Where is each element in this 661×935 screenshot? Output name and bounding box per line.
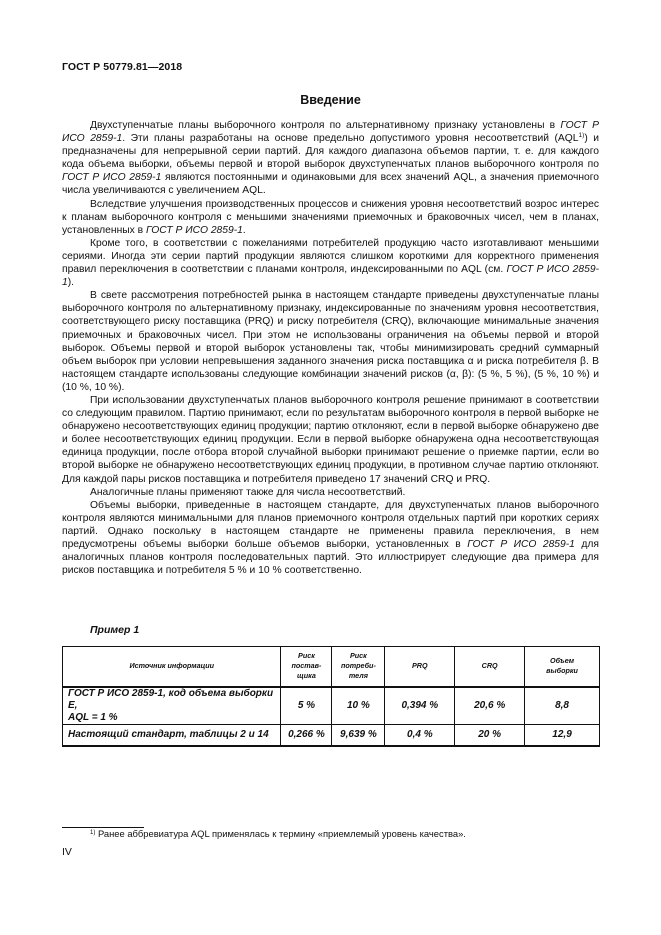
header-text: теля [348,671,368,681]
header-prq: PRQ [385,647,455,687]
header-text: Объем [550,656,575,666]
cell-sample-size: 8,8 [525,687,600,725]
paragraph-text: Вследствие улучшения производственных процессов и снижения уровня несоответствий возрос интерес к планам выборочного контроля с меньшими значениями приемочных и браковочных чисел, чем в планах, установленных в [62,198,599,236]
cell-beta: 10 % [332,687,385,725]
cell-crq: 20 % [455,724,525,746]
paragraph-6: Аналогичные планы применяют также для числа несоответствий. [90,486,406,498]
example-table [62,646,600,747]
footnote-marker: 1) [578,132,585,140]
paragraph-1 [62,119,599,198]
header-consumer-risk [332,647,385,687]
cell-sample-size: 12,9 [525,724,600,746]
footnote-text: Ранее аббревиатура AQL применялась к термину «приемлемый уровень качества». [95,828,466,839]
standard-reference: ГОСТ Р ИСО 2859-1 [62,120,599,145]
table-row [63,724,600,746]
paragraph-text: Объемы выборки, приведенные в настоящем стандарте, для двухступенчатых планов выборочного контроля являются минимальными для планов приемочного контроля отдельных партий при коротких сериях партий. Однако поскольку в настоящем стандарте не применены правила переключения, в нем предусмотрены объемы выборки больше объемов выборки, установленных в [62,499,599,550]
footnote-marker: 1) [90,830,96,836]
cell-source [63,687,281,725]
header-text: потреби- [340,661,376,671]
cell-alpha: 5 % [281,687,332,725]
standard-reference: ГОСТ Р ИСО 2859-1 [62,172,162,184]
paragraph-text: являются постоянными и одинаковыми для всех значений AQL, а значения приемочного числа увеличиваются с увеличением AQL. [62,172,599,197]
cell-prq: 0,394 % [385,687,455,725]
table-header-row [63,647,600,687]
header-text: постав- [291,661,322,671]
example-label: Пример 1 [90,624,140,636]
paragraph-text: Кроме того, в соответствии с пожеланиями потребителей продукцию часто изготавливают меньшими сериями. Иногда эти серии партий продукции являются слишком короткими для корректного применения правил переключения в соответствии с планами контроля, индексированными по AQL (см. [62,237,599,276]
standard-reference: ГОСТ Р ИСО 2859-1 [62,264,599,289]
table-row [63,687,600,725]
header-text: выборки [546,666,578,676]
header-text: щика [297,671,316,681]
page-number: IV [62,846,72,858]
header-text: Риск [349,651,367,661]
header-sample-size [525,647,600,687]
header-supplier-risk [281,647,332,687]
header-source: Источник информации [63,647,281,687]
cell-beta: 9,639 % [332,724,385,746]
paragraph-text: для аналогичных планов контроля последовательных партий. Это иллюстрирует следующие два примера для рисков поставщика и потребителя 5 % и 10 % соответственно. [62,539,599,577]
cell-prq: 0,4 % [385,724,455,746]
paragraph-2 [62,198,599,237]
footnote [90,828,466,839]
header-text: Риск [298,651,315,661]
paragraph-3 [62,237,599,289]
cell-text: AQL = 1 % [68,711,118,723]
paragraph-7 [62,499,599,578]
paragraph-text: . Эти планы разработаны на основе предельно допустимого уровня несоответствий (AQL [122,133,579,145]
paragraph-text: ) и предназначены для непрерывной серии партий. Для каждого диапазона объемов партии, т. е. для каждого кода объема выборки, объемы первой и второй выборок двухступенчатых планов выборочного контроля по [62,133,599,171]
cell-alpha: 0,266 % [281,724,332,746]
paragraph-text: . [242,224,246,236]
paragraph-text: Двухступенчатые планы выборочного контроля по альтернативному признаку установлены в [90,120,561,131]
section-title: Введение [300,93,361,107]
cell-crq: 20,6 % [455,687,525,725]
header-crq: CRQ [455,647,525,687]
document-code: ГОСТ Р 50779.81—2018 [62,61,183,73]
cell-source: Настоящий стандарт, таблицы 2 и 14 [63,724,281,746]
paragraph-4: В свете рассмотрения потребностей рынка в настоящем стандарте приведены двухступенчатые планы выборочного контроля по альтернативному признаку, индексированные по значениям уровня несоответствия, соответствующего риску поставщика (PRQ) и риску потребителя (CRQ), включающие минимальные значения приемочных и браковочных чисел. При этом не использованы ограничения на объемы первой и второй выборок. Объемы первой и второй выборок установлены так, чтобы минимизировать средний суммарный объем выборок при условии непревышения заданного значения риска поставщика α и риска потребителя β. В настоящем стандарте использованы следующие комбинации значений рисков (α, β): (5 %, 5 %), (5 %, 10 %) и (10 %, 10 %). [62,290,599,393]
paragraph-text: ). [67,277,75,289]
standard-reference: ГОСТ Р ИСО 2859-1 [467,539,575,550]
introduction-body [62,119,599,577]
paragraph-5: При использовании двухступенчатых планов выборочного контроля решение принимают в соответствии со следующим правилом. Партию принимают, если по результатам выборочного контроля в первой выборке не обнаружено несоответствующих единиц продукции; партию отклоняют, если в первой выборке обнаружено две и более несоответствующих единиц продукции. Если в первой выборке обнаружена одна несоответствующая единица продукции, после отбора второй случайной выборки принимают решение о приемке партии, если во второй выборке не обнаружено несоответствующих единиц продукции, в противном случае партию отклоняют. Для каждой пары рисков поставщика и потребителя приведено 17 значений CRQ и PRQ. [62,394,599,485]
standard-reference: ГОСТ Р ИСО 2859-1 [146,224,243,236]
cell-text: ГОСТ Р ИСО 2859-1, код объема выборки E, [68,687,274,711]
